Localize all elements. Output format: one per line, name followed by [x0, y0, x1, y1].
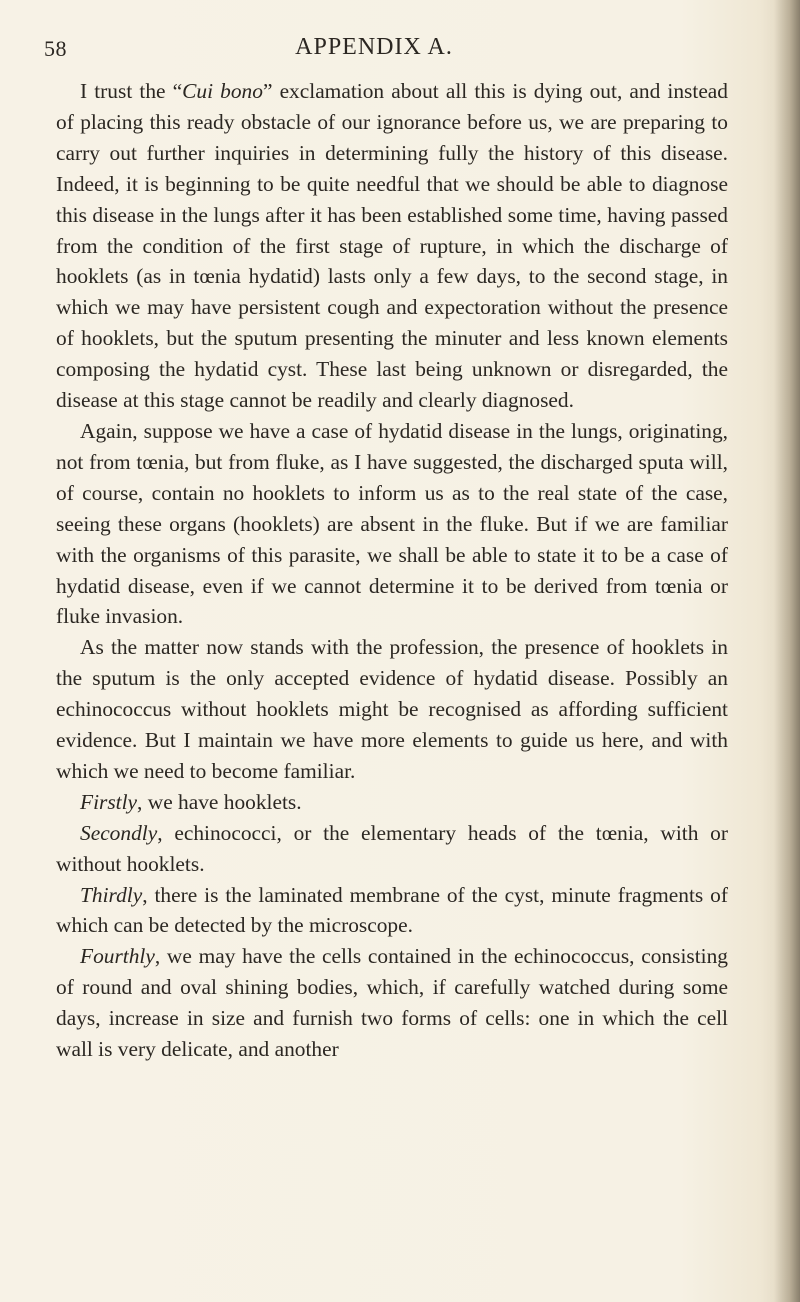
- paragraph-profession: [56, 632, 728, 787]
- paragraph-text: , we may have the cells contained in the echinococcus, consisting of round and oval shining bodies, which, if carefully watched during some days, increase in size and furnish two forms of cells: one in which the cell wall is very delicate, and another: [56, 944, 728, 1062]
- italic-phrase: Cui bono: [182, 79, 263, 103]
- paragraph-fluke: [56, 416, 728, 632]
- paragraph-text: Again, suppose we have a case of hydatid disease in the lungs, originating, not from tœnia, but from fluke, as I have suggested, the discharged sputa will, of course, contain no hooklets to inform us as to the real state of the case, seeing these organs (hooklets) are absent in the fluke. But if we are familiar with the organisms of this parasite, we shall be able to state it to be a case of hydatid disease, even if we cannot determine it to be derived from tœnia or fluke invasion.: [56, 418, 728, 629]
- paragraph-text: , there is the laminated membrane of the cyst, minute fragments of which can be detected by the microscope.: [56, 882, 728, 938]
- italic-lead: Thirdly: [80, 882, 143, 907]
- page-header: [44, 32, 744, 62]
- paragraph-firstly: [56, 787, 728, 818]
- page-number: 58: [44, 36, 67, 61]
- page-edge-shadow: [774, 0, 800, 1302]
- paragraph-text: ” exclamation about all this is dying out, and instead of placing this ready obstacle of our ignorance before us, we are preparing to carry out further inquiries in determining fully the history of this disease. Indeed, it is beginning to be quite needful that we should be able to diagnose this disease in the lungs after it has been established some time, having passed from the condition of the first stage of rupture, in which the discharge of hooklets (as in tœnia hydatid) lasts only a few days, to the second stage, in which we may have persistent cough and expectoration without the presence of hooklets, but the sputum presenting the minuter and less known elements composing the hydatid cyst. These last being unknown or disregarded, the disease at this stage cannot be readily and clearly diagnosed.: [56, 79, 728, 413]
- paragraph-cui-bono: [56, 76, 728, 416]
- body-text: [56, 76, 728, 1065]
- running-head: APPENDIX A.: [295, 34, 453, 60]
- paragraph-thirdly: [56, 880, 728, 942]
- paragraph-text: As the matter now stands with the profession, the presence of hooklets in the sputum is the only accepted evidence of hydatid disease. Possibly an echinococcus without hooklets might be recognised as affording sufficient evidence. But I maintain we have more elements to guide us here, and with which we need to become familiar.: [56, 635, 728, 783]
- paragraph-text: , we have hooklets.: [137, 789, 302, 814]
- italic-lead: Firstly: [80, 789, 138, 814]
- paragraph-text: , echinococci, or the elementary heads of the tœnia, with or without hooklets.: [56, 820, 728, 876]
- italic-lead: Secondly: [80, 820, 158, 845]
- paragraph-fourthly: [56, 941, 728, 1065]
- italic-lead: Fourthly: [80, 944, 155, 969]
- paragraph-secondly: [56, 818, 728, 880]
- paragraph-text: I trust the “: [80, 79, 183, 103]
